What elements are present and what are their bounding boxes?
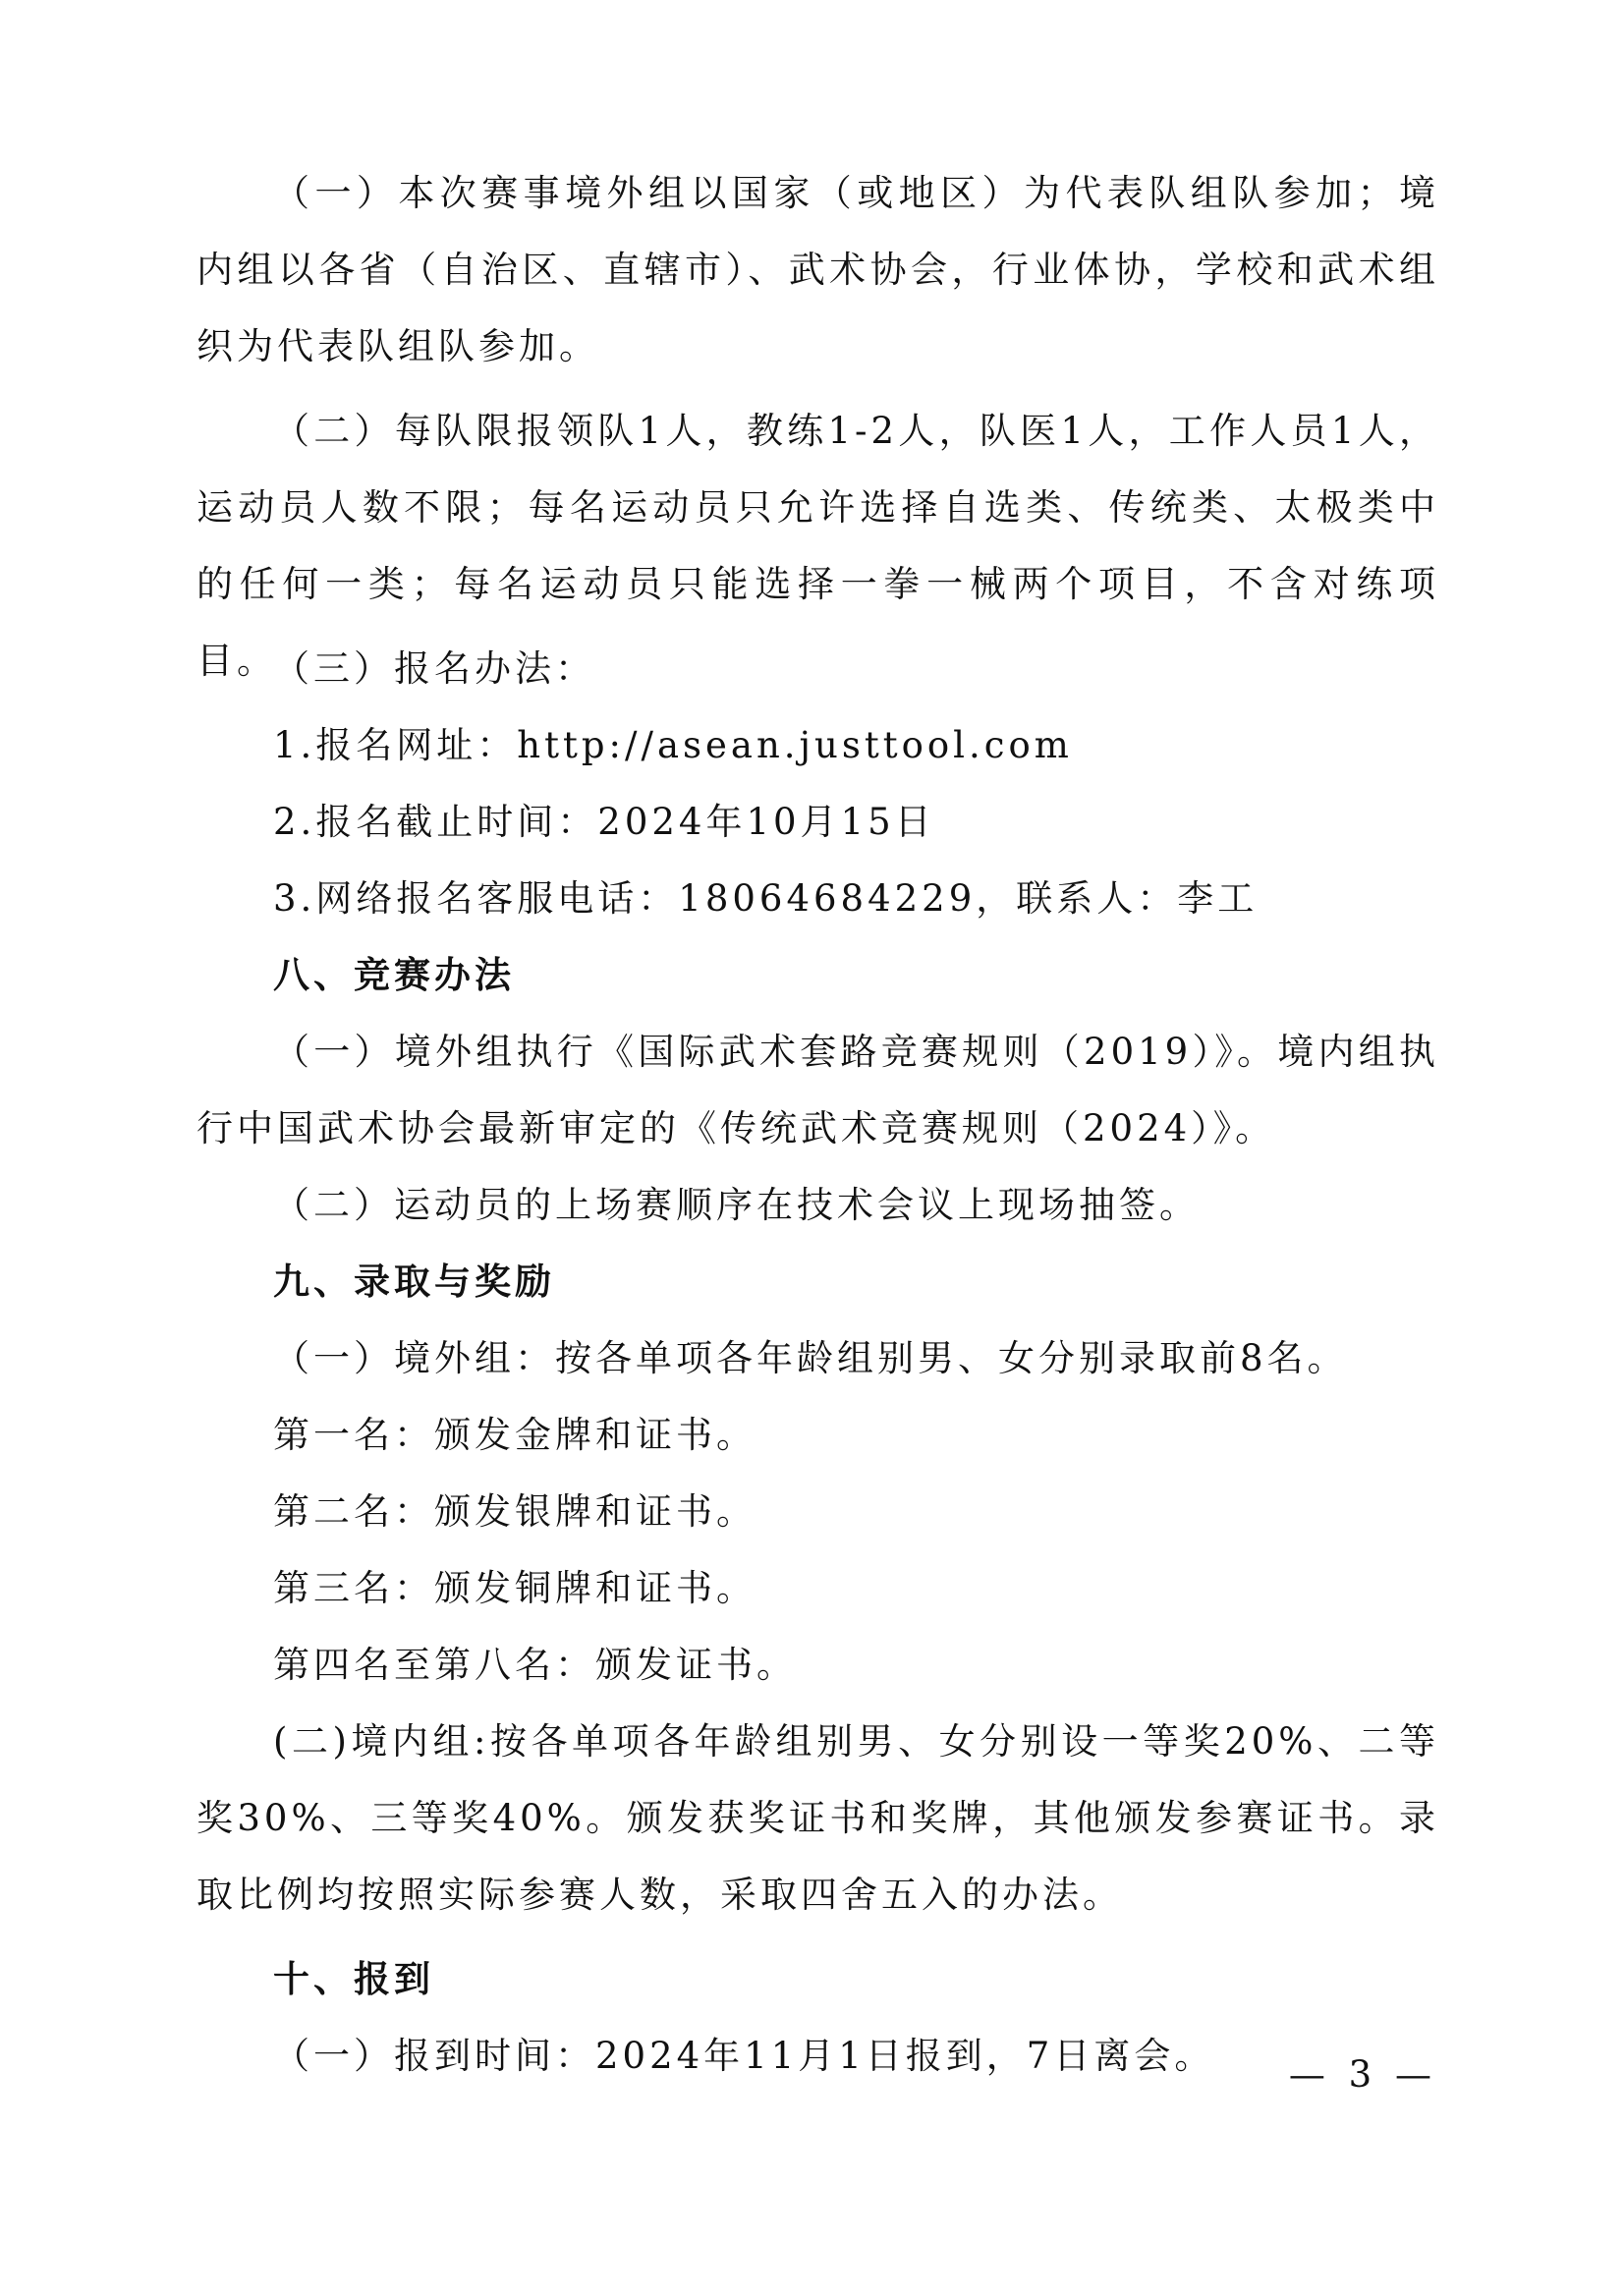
paragraph-registration-deadline: 2.报名截止时间：2024年10月15日: [273, 801, 935, 843]
paragraph-check-in-time: （一）报到时间：2024年11月1日报到，7日离会。: [273, 2035, 1215, 2077]
paragraph-domestic-awards: (二)境内组:按各单项各年龄组别男、女分别设一等奖20%、二等奖30%、三等奖40%。颁发获奖证书和奖牌，其他颁发参赛证书。录取比例均按照实际参赛人数，采取四舍五入的办法。: [196, 1720, 1439, 1916]
paragraph-team-composition: （一）本次赛事境外组以国家（或地区）为代表队组队参加；境内组以各省（自治区、直辖市）、武术协会，行业体协，学校和武术组织为代表队组队参加。: [196, 172, 1439, 367]
paragraph-first-place: 第一名：颁发金牌和证书。: [273, 1414, 756, 1456]
paragraph-overseas-awards: （一）境外组：按各单项各年龄组别男、女分别录取前8名。: [273, 1337, 1348, 1379]
page-number: — 3 —: [1288, 2053, 1437, 2096]
paragraph-third-place: 第三名：颁发铜牌和证书。: [273, 1567, 756, 1609]
paragraph-registration-hotline: 3.网络报名客服电话：18064684229，联系人：李工: [273, 877, 1259, 920]
paragraph-registration-url: 1.报名网址：http://asean.justtool.com: [273, 724, 1073, 766]
paragraph-fourth-to-eighth: 第四名至第八名：颁发证书。: [273, 1644, 797, 1686]
paragraph-registration-method: （三）报名办法：: [273, 647, 595, 690]
section-heading-check-in: 十、报到: [273, 1958, 434, 2000]
section-heading-competition-rules: 八、竞赛办法: [273, 954, 515, 996]
paragraph-team-quota: （二）每队限报领队1人，教练1-2人，队医1人，工作人员1人，运动员人数不限；每名运动员只允许选择自选类、传统类、太极类中的任何一类；每名运动员只能选择一拳一械两个项目，不含对练项目。: [196, 410, 1439, 682]
paragraph-draw: （二）运动员的上场赛顺序在技术会议上现场抽签。: [273, 1184, 1200, 1226]
paragraph-second-place: 第二名：颁发银牌和证书。: [273, 1490, 756, 1533]
paragraph-rules: （一）境外组执行《国际武术套路竞赛规则（2019）》。境内组执行中国武术协会最新审定的《传统武术竞赛规则（2024）》。: [196, 1031, 1439, 1149]
section-heading-awards: 九、录取与奖励: [273, 1260, 555, 1303]
